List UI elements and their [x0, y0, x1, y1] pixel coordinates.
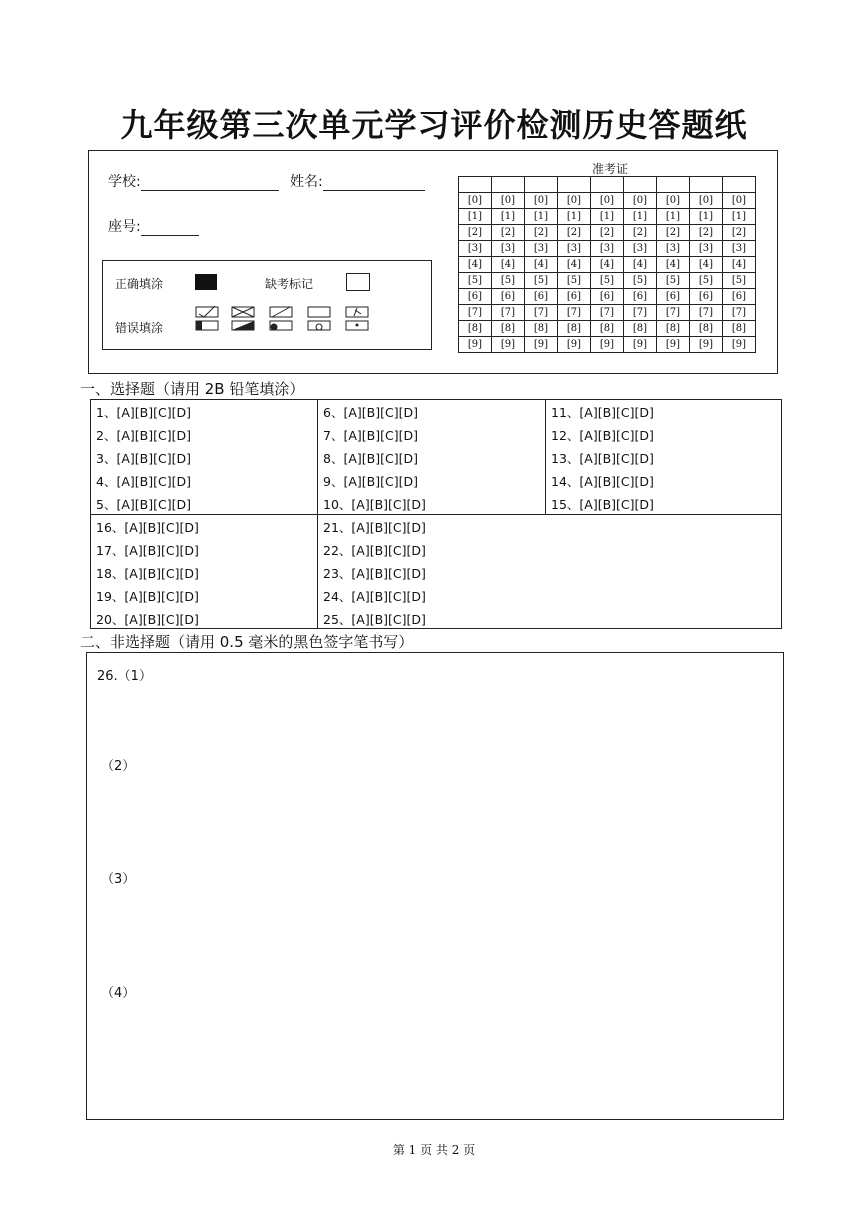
admission-digit-bubble[interactable]: [8]: [525, 321, 558, 337]
question-10-options[interactable]: 10、[A][B][C][D]: [323, 497, 426, 512]
admission-digit-bubble[interactable]: [3]: [459, 241, 492, 257]
admission-digit-bubble[interactable]: [6]: [723, 289, 756, 305]
admission-digit-bubble[interactable]: [6]: [624, 289, 657, 305]
admission-digit-bubble[interactable]: [0]: [690, 193, 723, 209]
admission-digit-bubble[interactable]: [7]: [459, 305, 492, 321]
admission-digit-bubble[interactable]: [4]: [591, 257, 624, 273]
q26-part1-label: 26.（1）: [97, 669, 152, 684]
question-18-options[interactable]: 18、[A][B][C][D]: [96, 566, 199, 581]
admission-number-title: 准考证: [591, 162, 628, 176]
admission-digit-bubble[interactable]: [5]: [723, 273, 756, 289]
name-field: [290, 171, 425, 191]
admission-digit-bubble[interactable]: [0]: [525, 193, 558, 209]
question-17-options[interactable]: 17、[A][B][C][D]: [96, 543, 199, 558]
admission-digit-write-cell[interactable]: [525, 177, 558, 193]
admission-digit-bubble[interactable]: [2]: [591, 225, 624, 241]
admission-digit-bubble[interactable]: [3]: [525, 241, 558, 257]
admission-digit-bubble[interactable]: [5]: [690, 273, 723, 289]
seat-label: 座号:: [108, 219, 141, 235]
question-9-options[interactable]: 9、[A][B][C][D]: [323, 474, 418, 489]
absent-mark-label: 缺考标记: [265, 277, 314, 291]
admission-digit-bubble[interactable]: [5]: [624, 273, 657, 289]
admission-digit-bubble[interactable]: [5]: [492, 273, 525, 289]
absent-mark-box[interactable]: [346, 273, 370, 291]
seat-field: [108, 216, 199, 236]
admission-digit-bubble[interactable]: [2]: [657, 225, 690, 241]
admission-digit-bubble[interactable]: [7]: [624, 305, 657, 321]
admission-digit-write-cell[interactable]: [591, 177, 624, 193]
admission-digit-write-cell[interactable]: [558, 177, 591, 193]
admission-digit-write-cell[interactable]: [459, 177, 492, 193]
admission-digit-bubble[interactable]: [8]: [558, 321, 591, 337]
admission-digit-bubble[interactable]: [6]: [525, 289, 558, 305]
admission-number-grid: [458, 176, 756, 353]
admission-digit-bubble[interactable]: [5]: [525, 273, 558, 289]
admission-digit-bubble[interactable]: [4]: [624, 257, 657, 273]
admission-digit-bubble[interactable]: [4]: [723, 257, 756, 273]
admission-digit-bubble[interactable]: [7]: [657, 305, 690, 321]
admission-digit-bubble[interactable]: [4]: [459, 257, 492, 273]
wrong-fill-dot-icon: [345, 305, 371, 331]
admission-digit-bubble[interactable]: [9]: [558, 337, 591, 353]
school-label: 学校:: [108, 174, 141, 190]
admission-digit-bubble[interactable]: [4]: [525, 257, 558, 273]
admission-digit-bubble[interactable]: [9]: [624, 337, 657, 353]
admission-digit-bubble[interactable]: [6]: [492, 289, 525, 305]
admission-digit-bubble[interactable]: [3]: [558, 241, 591, 257]
admission-digit-bubble[interactable]: [1]: [558, 209, 591, 225]
admission-digit-bubble[interactable]: [6]: [657, 289, 690, 305]
question-25-options[interactable]: 25、[A][B][C][D]: [323, 612, 426, 627]
admission-digit-bubble[interactable]: [4]: [492, 257, 525, 273]
admission-digit-write-cell[interactable]: [624, 177, 657, 193]
admission-digit-bubble[interactable]: [2]: [525, 225, 558, 241]
admission-digit-bubble[interactable]: [1]: [591, 209, 624, 225]
wrong-fill-slash-icon: [269, 305, 295, 331]
correct-fill-example-icon: [195, 274, 217, 290]
admission-digit-bubble[interactable]: [2]: [558, 225, 591, 241]
admission-digit-bubble[interactable]: [9]: [723, 337, 756, 353]
wrong-fill-check-icon: [195, 305, 221, 331]
question-2-options[interactable]: 2、[A][B][C][D]: [96, 428, 191, 443]
question-21-options[interactable]: 21、[A][B][C][D]: [323, 520, 426, 535]
question-24-options[interactable]: 24、[A][B][C][D]: [323, 589, 426, 604]
admission-digit-write-cell[interactable]: [492, 177, 525, 193]
admission-digit-bubble[interactable]: [2]: [459, 225, 492, 241]
q26-part2-label: （2）: [101, 759, 136, 774]
admission-digit-bubble[interactable]: [1]: [723, 209, 756, 225]
school-input-line[interactable]: [141, 174, 279, 191]
question-7-options[interactable]: 7、[A][B][C][D]: [323, 428, 418, 443]
admission-digit-bubble[interactable]: [8]: [723, 321, 756, 337]
wrong-fill-cross-icon: [231, 305, 257, 331]
name-input-line[interactable]: [323, 174, 425, 191]
admission-digit-bubble[interactable]: [8]: [591, 321, 624, 337]
mc-divider: [545, 400, 546, 514]
question-6-options[interactable]: 6、[A][B][C][D]: [323, 405, 418, 420]
admission-digit-bubble[interactable]: [4]: [558, 257, 591, 273]
admission-digit-bubble[interactable]: [4]: [657, 257, 690, 273]
admission-digit-bubble[interactable]: [2]: [690, 225, 723, 241]
admission-digit-write-cell[interactable]: [657, 177, 690, 193]
admission-digit-bubble[interactable]: [9]: [591, 337, 624, 353]
admission-digit-bubble[interactable]: [2]: [492, 225, 525, 241]
admission-digit-bubble[interactable]: [0]: [723, 193, 756, 209]
admission-digit-bubble[interactable]: [5]: [657, 273, 690, 289]
admission-digit-bubble[interactable]: [1]: [492, 209, 525, 225]
admission-digit-bubble[interactable]: [1]: [657, 209, 690, 225]
admission-digit-bubble[interactable]: [8]: [657, 321, 690, 337]
question-13-options[interactable]: 13、[A][B][C][D]: [551, 451, 654, 466]
admission-digit-bubble[interactable]: [8]: [459, 321, 492, 337]
question-3-options[interactable]: 3、[A][B][C][D]: [96, 451, 191, 466]
section-2-heading: 二、非选择题（请用 0.5 毫米的黑色签字笔书写）: [80, 633, 414, 651]
admission-digit-bubble[interactable]: [5]: [459, 273, 492, 289]
question-22-options[interactable]: 22、[A][B][C][D]: [323, 543, 426, 558]
admission-digit-bubble[interactable]: [3]: [690, 241, 723, 257]
question-1-options[interactable]: 1、[A][B][C][D]: [96, 405, 191, 420]
admission-digit-bubble[interactable]: [0]: [492, 193, 525, 209]
section-1-heading: 一、选择题（请用 2B 铅笔填涂）: [80, 380, 305, 398]
admission-digit-bubble[interactable]: [7]: [690, 305, 723, 321]
admission-digit-bubble[interactable]: [7]: [591, 305, 624, 321]
admission-digit-bubble[interactable]: [2]: [723, 225, 756, 241]
admission-digit-bubble[interactable]: [8]: [690, 321, 723, 337]
question-15-options[interactable]: 15、[A][B][C][D]: [551, 497, 654, 512]
wrong-fill-label: 错误填涂: [115, 321, 164, 335]
question-19-options[interactable]: 19、[A][B][C][D]: [96, 589, 199, 604]
admission-digit-bubble[interactable]: [3]: [624, 241, 657, 257]
question-20-options[interactable]: 20、[A][B][C][D]: [96, 612, 199, 627]
admission-digit-bubble[interactable]: [0]: [657, 193, 690, 209]
admission-digit-bubble[interactable]: [5]: [558, 273, 591, 289]
page-footer: 第 1 页 共 2 页: [392, 1143, 476, 1157]
admission-digit-bubble[interactable]: [9]: [690, 337, 723, 353]
fill-legend-box: [102, 260, 432, 350]
school-field: [108, 171, 279, 191]
page-title: 九年级第三次单元学习评价检测历史答题纸: [120, 106, 748, 144]
admission-digit-bubble[interactable]: [7]: [525, 305, 558, 321]
seat-input-line[interactable]: [141, 219, 199, 236]
name-label: 姓名:: [290, 174, 323, 190]
admission-digit-bubble[interactable]: [3]: [492, 241, 525, 257]
admission-digit-bubble[interactable]: [5]: [591, 273, 624, 289]
admission-digit-bubble[interactable]: [8]: [492, 321, 525, 337]
q26-part3-label: （3）: [101, 872, 136, 887]
admission-digit-bubble[interactable]: [1]: [624, 209, 657, 225]
admission-digit-bubble[interactable]: [6]: [591, 289, 624, 305]
admission-digit-bubble[interactable]: [3]: [591, 241, 624, 257]
correct-fill-label: 正确填涂: [115, 277, 164, 291]
question-23-options[interactable]: 23、[A][B][C][D]: [323, 566, 426, 581]
admission-digit-bubble[interactable]: [7]: [492, 305, 525, 321]
admission-digit-bubble[interactable]: [3]: [657, 241, 690, 257]
admission-digit-bubble[interactable]: [1]: [459, 209, 492, 225]
admission-digit-bubble[interactable]: [1]: [525, 209, 558, 225]
admission-digit-bubble[interactable]: [4]: [690, 257, 723, 273]
admission-digit-bubble[interactable]: [9]: [657, 337, 690, 353]
question-5-options[interactable]: 5、[A][B][C][D]: [96, 497, 191, 512]
admission-digit-bubble[interactable]: [9]: [525, 337, 558, 353]
question-16-options[interactable]: 16、[A][B][C][D]: [96, 520, 199, 535]
question-14-options[interactable]: 14、[A][B][C][D]: [551, 474, 654, 489]
essay-answer-box[interactable]: [86, 652, 784, 1120]
admission-digit-bubble[interactable]: [0]: [558, 193, 591, 209]
question-12-options[interactable]: 12、[A][B][C][D]: [551, 428, 654, 443]
q26-part4-label: （4）: [101, 986, 136, 1001]
admission-digit-bubble[interactable]: [2]: [624, 225, 657, 241]
admission-digit-bubble[interactable]: [9]: [492, 337, 525, 353]
admission-digit-bubble[interactable]: [6]: [690, 289, 723, 305]
wrong-fill-circle-icon: [307, 305, 333, 331]
admission-digit-bubble[interactable]: [3]: [723, 241, 756, 257]
admission-digit-bubble[interactable]: [8]: [624, 321, 657, 337]
admission-digit-bubble[interactable]: [0]: [459, 193, 492, 209]
admission-digit-bubble[interactable]: [6]: [459, 289, 492, 305]
admission-digit-bubble[interactable]: [0]: [591, 193, 624, 209]
question-8-options[interactable]: 8、[A][B][C][D]: [323, 451, 418, 466]
admission-digit-bubble[interactable]: [7]: [558, 305, 591, 321]
admission-digit-bubble[interactable]: [1]: [690, 209, 723, 225]
admission-digit-write-cell[interactable]: [690, 177, 723, 193]
admission-digit-bubble[interactable]: [6]: [558, 289, 591, 305]
admission-digit-bubble[interactable]: [0]: [624, 193, 657, 209]
admission-digit-bubble[interactable]: [7]: [723, 305, 756, 321]
admission-digit-bubble[interactable]: [9]: [459, 337, 492, 353]
admission-digit-write-cell[interactable]: [723, 177, 756, 193]
mc-divider: [91, 514, 781, 515]
question-4-options[interactable]: 4、[A][B][C][D]: [96, 474, 191, 489]
question-11-options[interactable]: 11、[A][B][C][D]: [551, 405, 654, 420]
